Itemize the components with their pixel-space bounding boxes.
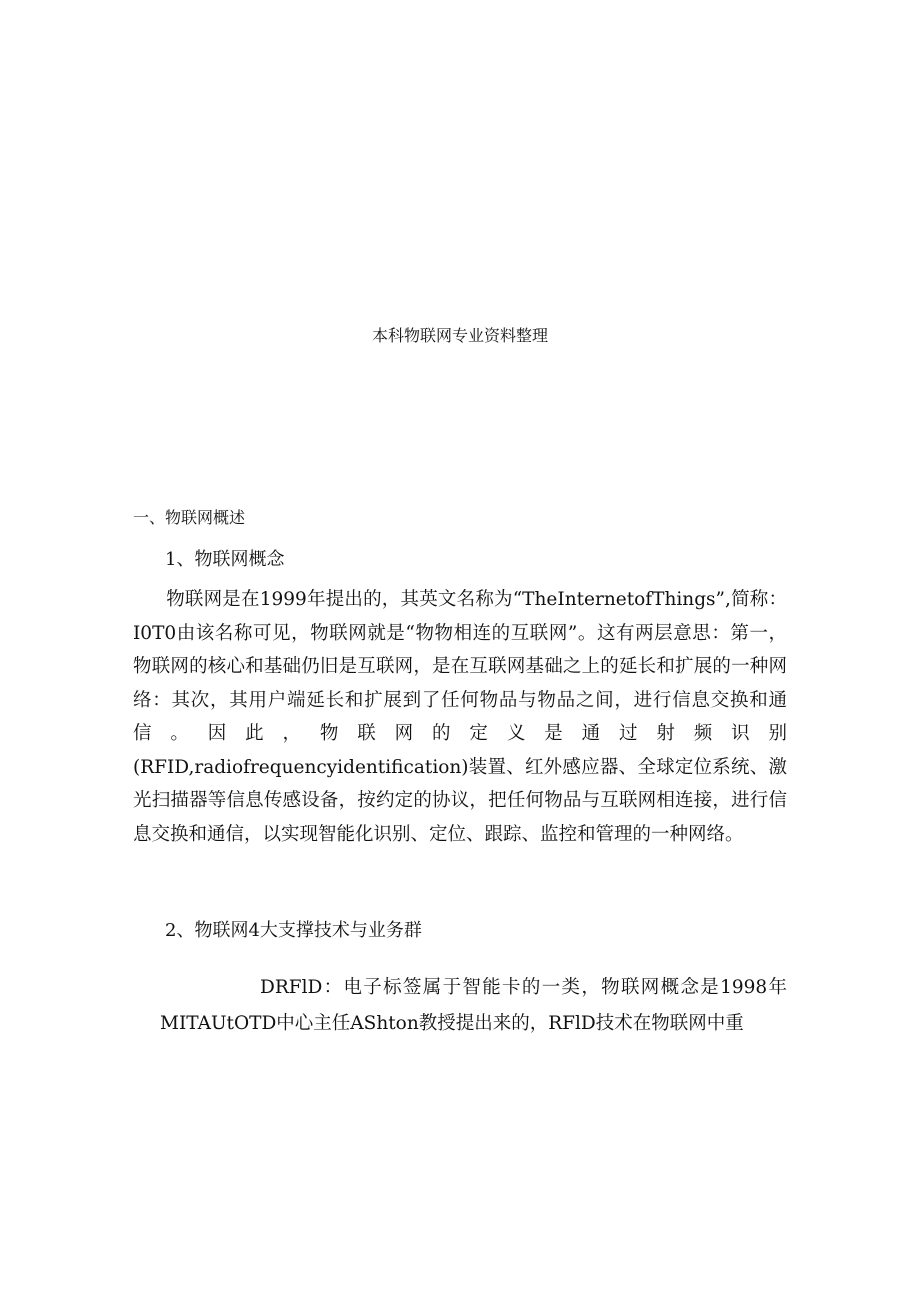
subsection-heading-concept: 1、物联网概念 xyxy=(165,549,285,570)
paragraph-rfid-text: DRFlD：电子标签属于智能卡的一类，物联网概念是1998年MITAUtOTD中心主任AShton教授提出来的，RFlD技术在物联网中重 xyxy=(160,977,787,1034)
paragraph-concept-text: 物联网是在1999年提出的，其英文名称为“TheInternetofThings”,简称：I0T0由该名称可见，物联网就是“物物相连的互联网”。这有两层意思：第一，物联网的核心和基础仍旧是互联网，是在互联网基础之上的延长和扩展的一种网络：其次，其用户端延长和扩展到了任何物品与物品之间，进行信息交换和通信。因此，物联网的定义是通过射频识别(RFID,radiofrequencyidentification)装置、红外感应器、全球定位系统、激光扫描器等信息传感设备，按约定的协议，把任何物品与互联网相连接，进行信息交换和通信，以实现智能化识别、定位、跟踪、监控和管理的一种网络。 xyxy=(133,589,787,845)
document-title: 本科物联网专业资料整理 xyxy=(371,326,548,345)
paragraph-concept xyxy=(133,583,787,851)
section-heading: 一、物联网概述 xyxy=(133,508,246,527)
subsection-heading-technologies: 2、物联网4大支撑技术与业务群 xyxy=(165,920,422,941)
paragraph-rfid xyxy=(160,970,787,1042)
